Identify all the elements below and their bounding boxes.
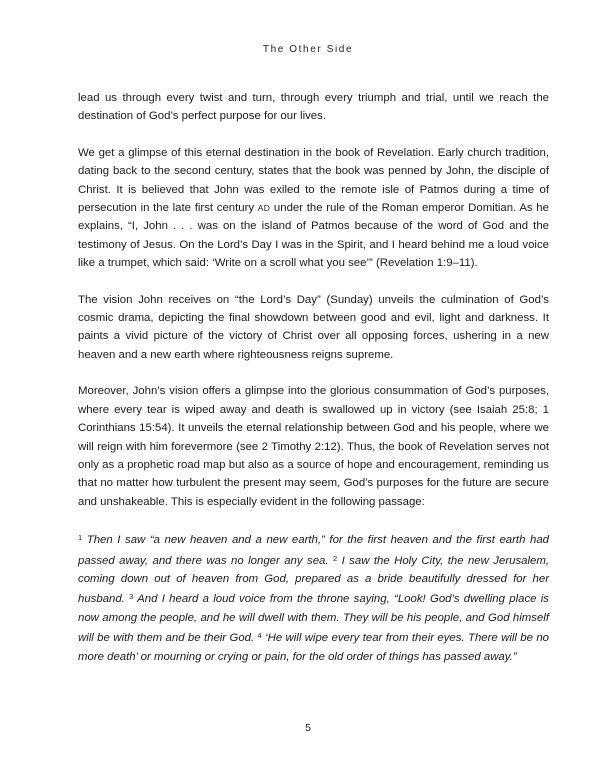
paragraph-revelation-intro — [78, 144, 549, 273]
verse-text: I saw the Holy City, the new Jerusalem, coming down out of heaven from God, prepared as a bride beautifully dressed for her husband. — [78, 554, 549, 606]
verse-text: Then I saw “a new heaven and a new earth,” for the first heaven and the first earth had passed away, and there was no longer any sea. — [78, 534, 549, 567]
paragraph-continuation: lead us through every twist and turn, through every triumph and trial, until we reach the destination of God’s perfect purpose for our lives. — [78, 92, 549, 123]
paragraph-text: under the rule of the Roman emperor Domitian. As he explains, “I, John . . . was on the island of Patmos because of the word of God and the testimony of Jesus. On the Lord’s Day I was in the Spirit, and I heard behind me a loud voice like a trumpet, which said: ‘Write on a scroll what you see’” (Revelation 1:9–11). — [78, 202, 549, 270]
running-head: The Other Side — [262, 44, 354, 55]
page-number: 5 — [305, 722, 311, 734]
verse-text: And I heard a loud voice from the throne saying, “Look! God’s dwelling place is now among the people, and he will dwell with them. They will be his people, and God himself will be with them and be their God. — [78, 593, 549, 645]
scripture-block-quote — [78, 529, 549, 666]
verse-number: 2 — [332, 553, 338, 563]
paragraph-consummation: Moreover, John’s vision offers a glimpse into the glorious consummation of God’s purposes, where every tear is wiped away and death is swallowed up in victory (see Isaiah 25:8; 1 Corinthians 15:54). It unveils the eternal relationship between God and his people, where we will reign with him forevermore (see 2 Timothy 2:12). Thus, the book of Revelation serves not only as a prophetic road map but also as a source of hope and encouragement, reminding us that no matter how turbulent the present may seem, God’s purposes for the future are secure and unshakeable. This is especially evident in the following passage: — [78, 385, 549, 508]
verse-text: ‘He will wipe every tear from their eyes. There will be no more death’ or mourning or crying or pain, for the old order of things has passed away.” — [78, 632, 549, 663]
body-text — [78, 89, 549, 684]
paragraph-lords-day: The vision John receives on “the Lord’s Day” (Sunday) unveils the culmination of God’s cosmic drama, depicting the final showdown between good and evil, light and darkness. It paints a vivid picture of the victory of Christ over all opposing forces, ushering in a new heaven and a new earth where righteousness reigns supreme. — [78, 293, 549, 361]
verse-number: 3 — [129, 592, 134, 602]
paragraph-text: We get a glimpse of this eternal destination in the book of Revelation. Early church tradition, dating back to the second century, states that the book was penned by John, the disciple of Christ. It is believed that John was exiled to the remote isle of Patmos during a time of persecution in the late first century — [78, 146, 549, 215]
verse-number: 4 — [257, 631, 262, 641]
era-abbreviation: AD — [257, 203, 271, 214]
verse-number: 1 — [78, 533, 83, 543]
